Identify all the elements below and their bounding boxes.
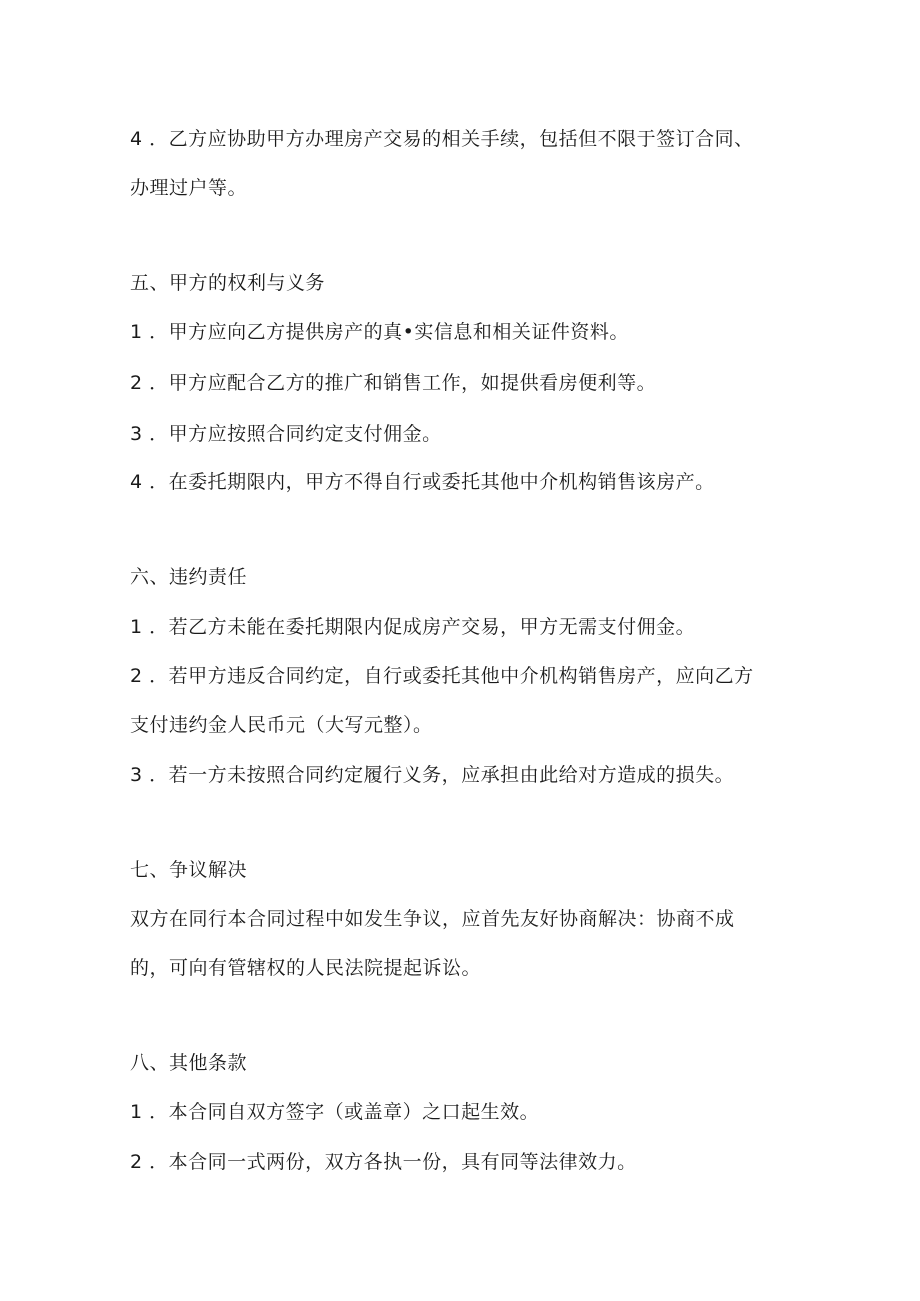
- clause-6-2-line-2: 支付违约金人民币元（大写元整）。: [130, 714, 433, 736]
- section-8-heading: 八、其他条款: [130, 1052, 248, 1074]
- section-6-heading: 六、违约责任: [130, 566, 248, 588]
- section-5-heading: 五、甲方的权利与义务: [130, 272, 326, 294]
- clause-5-3: 3 ．甲方应按照合同约定支付佣金。: [130, 423, 442, 445]
- section-7-heading: 七、争议解决: [130, 859, 248, 881]
- clause-5-4: 4 ．在委托期限内，甲方不得自行或委托其他中介机构销售该房产。: [130, 471, 715, 493]
- clause-5-1: 1 ．甲方应向乙方提供房产的真•实信息和相关证件资料。: [130, 321, 629, 343]
- clause-6-2-line-1: 2 ．若甲方违反合同约定，自行或委托其他中介机构销售房产，应向乙方: [130, 665, 754, 687]
- clause-8-1: 1 ．本合同自双方签字（或盖章）之口起生效。: [130, 1101, 540, 1123]
- clause-8-2: 2 ．本合同一式两份，双方各执一份，具有同等法律效力。: [130, 1151, 637, 1173]
- clause-7-line-2: 的，可向有管辖权的人民法院提起诉讼。: [130, 957, 482, 979]
- clause-6-1: 1 ．若乙方未能在委托期限内促成房产交易，甲方无需支付佣金。: [130, 616, 696, 638]
- clause-4-4-line-1: 4 ．乙方应协助甲方办理房产交易的相关手续，包括但不限于签订合同、: [130, 128, 754, 150]
- clause-6-3: 3 ．若一方未按照合同约定履行义务，应承担由此给对方造成的损失。: [130, 764, 735, 786]
- clause-5-2: 2 ．甲方应配合乙方的推广和销售工作，如提供看房便利等。: [130, 372, 657, 394]
- clause-4-4-line-2: 办理过户等。: [130, 177, 248, 199]
- clause-7-line-1: 双方在同行本合同过程中如发生争议，应首先友好协商解决：协商不成: [130, 908, 735, 930]
